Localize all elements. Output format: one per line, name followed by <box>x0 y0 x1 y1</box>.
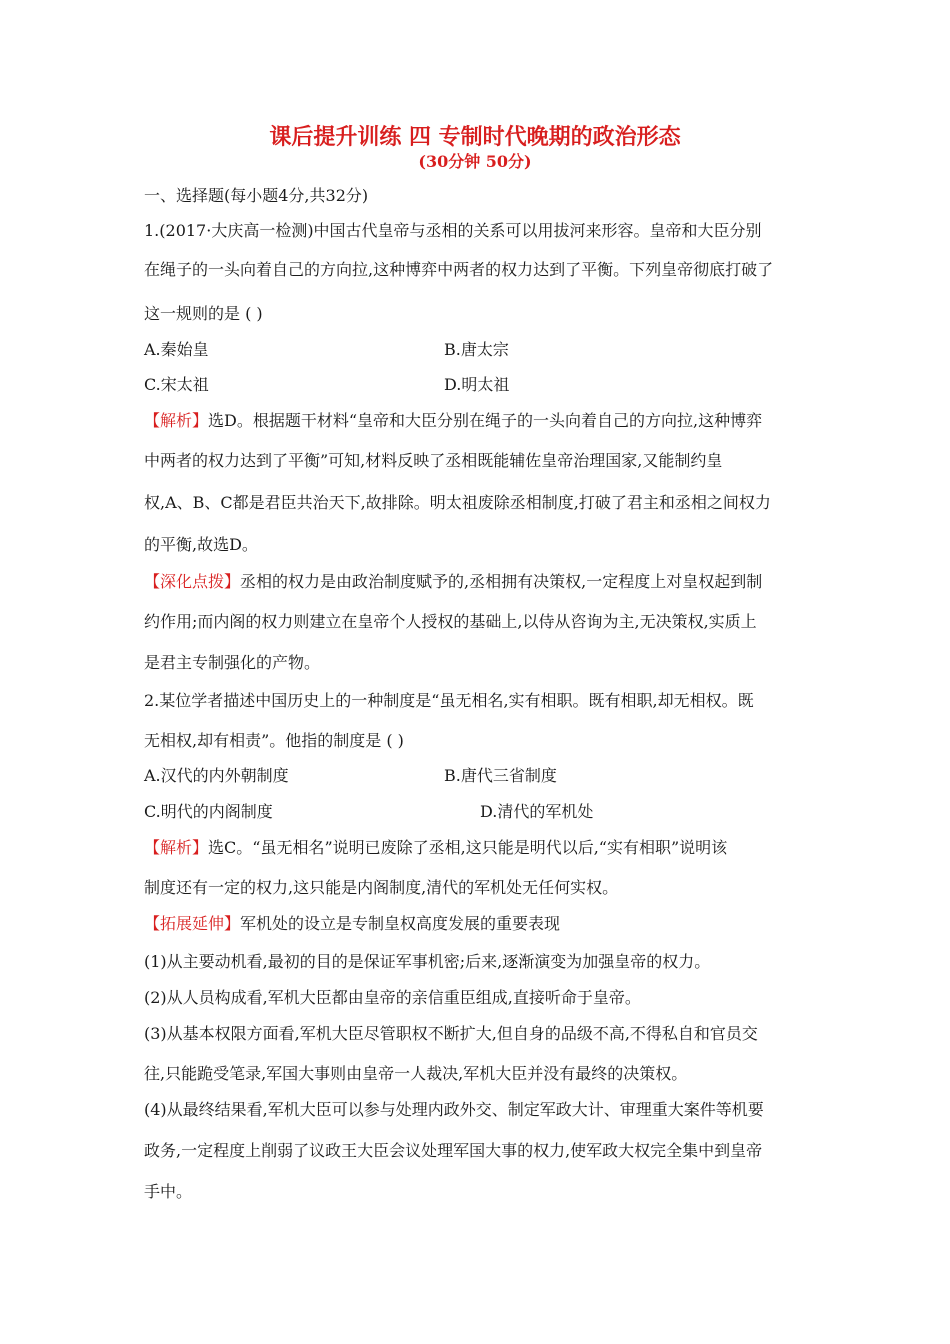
page-title: 课后提升训练 四 专制时代晚期的政治形态 <box>269 125 681 150</box>
extension-point-3-line-1: (3)从基本权限方面看,军机大臣尽管职权不断扩大,但自身的品级不高,不得私自和官员交 <box>144 1024 758 1043</box>
question-1-analysis-line-2: 中两者的权力达到了平衡”可知,材料反映了丞相既能辅佐皇帝治理国家,又能制约皇 <box>144 451 723 470</box>
extension-heading-text: 军机处的设立是专制皇权高度发展的重要表现 <box>240 914 561 933</box>
question-1-option-c: C.宋太祖 <box>144 375 209 394</box>
question-1-analysis-line-3: 权,A、B、C都是君臣共治天下,故排除。明太祖废除丞相制度,打破了君主和丞相之间权力 <box>144 493 771 512</box>
extension-point-2: (2)从人员构成看,军机大臣都由皇帝的亲信重臣组成,直接听命于皇帝。 <box>144 988 641 1007</box>
question-2-option-d: D.清代的军机处 <box>480 802 594 821</box>
extension-point-4-line-3: 手中。 <box>144 1182 193 1201</box>
question-1-deep-line-1 <box>144 572 762 592</box>
question-1-option-a: A.秦始皇 <box>144 340 209 359</box>
question-2-option-b: B.唐代三省制度 <box>444 766 557 785</box>
question-2-line-2: 无相权,却有相责”。他指的制度是 ( ) <box>144 731 404 750</box>
question-1-line-3: 这一规则的是 ( ) <box>144 304 263 323</box>
section-heading: 一、选择题(每小题4分,共32分) <box>144 186 369 205</box>
extension-point-4-line-2: 政务,一定程度上削弱了议政王大臣会议处理军国大事的权力,使军政大权完全集中到皇帝 <box>144 1141 763 1160</box>
question-2-option-c: C.明代的内阁制度 <box>144 802 273 821</box>
question-1-line-1: 1.(2017·大庆高一检测)中国古代皇帝与丞相的关系可以用拔河来形容。皇帝和大臣分别 <box>144 221 762 240</box>
question-2-option-a: A.汉代的内外朝制度 <box>144 766 289 785</box>
analysis-text: 选C。“虽无相名”说明已废除了丞相,这只能是明代以后,“实有相职”说明该 <box>208 838 728 857</box>
question-2-line-1: 2.某位学者描述中国历史上的一种制度是“虽无相名,实有相职。既有相职,却无相权。既 <box>144 691 754 710</box>
extension-point-1: (1)从主要动机看,最初的目的是保证军事机密;后来,逐渐演变为加强皇帝的权力。 <box>144 952 711 971</box>
question-2-extension-heading <box>144 914 560 934</box>
extension-point-4-line-1: (4)从最终结果看,军机大臣可以参与处理内政外交、制定军政大计、审理重大案件等机要 <box>144 1100 764 1119</box>
analysis-tag: 【解析】 <box>144 838 209 857</box>
analysis-tag: 【解析】 <box>144 411 209 430</box>
page-subtitle: (30分钟 50分) <box>418 152 532 171</box>
analysis-text: 选D。根据题干材料“皇帝和大臣分别在绳子的一头向着自己的方向拉,这种博弈 <box>208 411 763 430</box>
deep-text: 丞相的权力是由政治制度赋予的,丞相拥有决策权,一定程度上对皇权起到制 <box>240 572 763 591</box>
question-1-analysis-line-4: 的平衡,故选D。 <box>144 535 258 554</box>
question-1-deep-line-2: 约作用;而内阁的权力则建立在皇帝个人授权的基础上,以侍从咨询为主,无决策权,实质上 <box>144 612 757 631</box>
question-1-option-b: B.唐太宗 <box>444 340 509 359</box>
extension-point-3-line-2: 往,只能跪受笔录,军国大事则由皇帝一人裁决,军机大臣并没有最终的决策权。 <box>144 1064 688 1083</box>
question-1-option-d: D.明太祖 <box>444 375 510 394</box>
question-2-analysis-line-2: 制度还有一定的权力,这只能是内阁制度,清代的军机处无任何实权。 <box>144 878 619 897</box>
question-1-analysis-line-1 <box>144 411 762 431</box>
question-1-line-2: 在绳子的一头向着自己的方向拉,这种博弈中两者的权力达到了平衡。下列皇帝彻底打破了 <box>144 260 774 279</box>
extension-tag: 【拓展延伸】 <box>144 914 241 933</box>
question-1-deep-line-3: 是君主专制强化的产物。 <box>144 653 321 672</box>
question-2-analysis-line-1 <box>144 838 727 858</box>
deep-tag: 【深化点拨】 <box>144 572 241 591</box>
